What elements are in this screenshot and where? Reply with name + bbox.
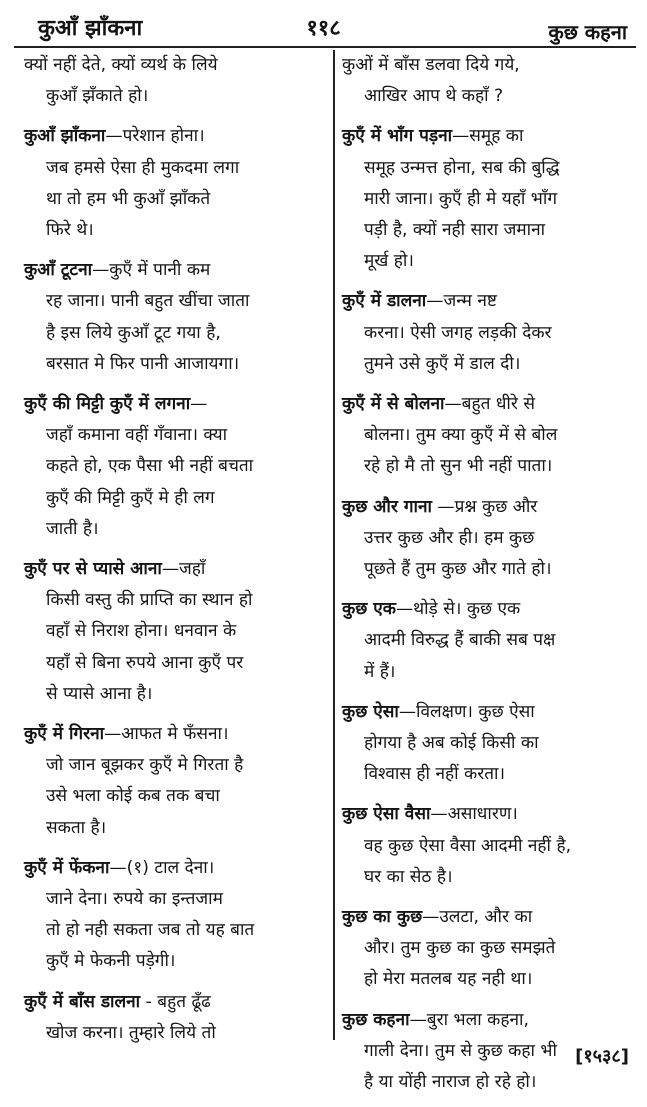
entry-line	[24, 215, 326, 246]
entry-first-line	[24, 389, 326, 420]
headword: कुआँ झाँकना	[24, 126, 106, 147]
entry-line	[24, 349, 326, 380]
entry-first-line	[24, 255, 326, 286]
entry-text: और। तुम कुछ का कुछ समझते	[364, 938, 556, 959]
entry-line	[342, 728, 638, 759]
entry-line	[24, 1018, 326, 1049]
entry-line	[24, 781, 326, 812]
dictionary-entry	[24, 50, 326, 112]
headword: कुएँ में फेंकना	[24, 857, 110, 878]
headword: कुएँ में डालना	[342, 291, 427, 312]
header-rule	[14, 46, 636, 48]
running-head-left: कुआँ झाँकना	[38, 16, 143, 41]
entry-text: —प्रश्न कुछ और	[431, 496, 538, 517]
entry-text: कहते हो, एक पैसा भी नहीं बचता	[46, 456, 254, 477]
entry-first-line	[24, 719, 326, 750]
entry-text: —असाधारण।	[430, 804, 518, 825]
entry-text: बोलना। तुम क्या कुएँ में से बोल	[364, 425, 558, 446]
entry-first-line	[342, 50, 638, 81]
entry-text: पूछते हैं तुम कुछ और गाते हो।	[364, 559, 552, 580]
entry-text: सकता है।	[46, 817, 107, 838]
entry-text: जाती है।	[46, 518, 99, 539]
entry-text: मूर्ख हो।	[364, 251, 414, 272]
running-head-right: कुछ कहना	[548, 20, 627, 44]
entry-first-line	[342, 286, 638, 317]
entry-line	[342, 184, 638, 215]
headword: कुएँ पर से प्यासे आना	[24, 559, 162, 580]
entry-text: कुओं में बाँस डलवा दिये गये,	[342, 55, 520, 75]
entry-text: —(१) टाल देना।	[109, 857, 215, 878]
entry-text: कुएँ मे फेकनी पड़ेगी।	[46, 951, 176, 972]
entry-text: —समूह का	[452, 126, 524, 147]
entry-text: उसे भला कोई कब तक बचा	[46, 786, 220, 807]
entry-first-line	[24, 50, 326, 81]
entry-line	[342, 964, 638, 995]
entry-line	[24, 813, 326, 844]
headword: कुछ का कुछ	[342, 907, 423, 928]
entry-text: मारी जाना। कुएँ ही मे यहाँ भाँग	[364, 188, 558, 209]
entry-line	[342, 554, 638, 585]
dictionary-entry	[342, 697, 638, 791]
dictionary-entry	[342, 286, 638, 380]
entry-text: कुएँ की मिट्टी कुएँ मे ही लग	[46, 487, 215, 508]
entry-text: है या योंही नाराज हो रहे हो।	[364, 1072, 537, 1093]
entry-first-line	[24, 987, 326, 1018]
page-number: ११८	[306, 16, 341, 41]
entry-line	[342, 451, 638, 482]
headword: कुछ ऐसा	[342, 701, 399, 722]
entry-first-line	[24, 853, 326, 884]
entry-text: में हैं।	[364, 661, 396, 682]
entry-line	[342, 523, 638, 554]
entry-text: वहाँ से निराश होना। धनवान के	[46, 621, 237, 642]
entry-first-line	[342, 121, 638, 152]
entry-text: - बहुत ढूँढ	[140, 991, 211, 1012]
entry-line	[342, 215, 638, 246]
entry-line	[342, 349, 638, 380]
entry-text: बरसात मे फिर पानी आजायगा।	[46, 353, 240, 374]
entry-text: उत्तर कुछ और ही। हम कुछ	[364, 527, 535, 548]
entry-text: समूह उन्मत्त होना, सब की बुद्धि	[364, 157, 560, 178]
entry-text: —बुरा भला कहना,	[409, 1009, 529, 1030]
entry-text: घर का सेठ है।	[364, 866, 453, 887]
dictionary-entry	[24, 255, 326, 380]
entry-first-line	[342, 902, 638, 933]
entry-text: —आफत मे फँसना।	[104, 724, 229, 745]
entry-line	[24, 616, 326, 647]
dictionary-entry	[24, 389, 326, 545]
entry-text: विश्वास ही नहीं करता।	[364, 764, 506, 785]
entry-text: —जहाँ	[161, 559, 206, 580]
entry-line	[342, 933, 638, 964]
entry-line	[342, 831, 638, 862]
entry-text: —उलटा, और का	[422, 907, 533, 928]
entry-text: —जन्म नष्ट	[426, 291, 497, 312]
entry-text: फिरे थे।	[46, 220, 94, 241]
entry-text: गाली देना। तुम से कुछ कहा भी	[364, 1040, 557, 1061]
entry-text: खोज करना। तुम्हारे लिये तो	[46, 1022, 216, 1043]
entry-line	[342, 657, 638, 688]
entry-text: रह जाना। पानी बहुत खींचा जाता	[46, 291, 250, 312]
entry-text: यहाँ से बिना रुपये आना कुएँ पर	[46, 652, 244, 673]
dictionary-entry	[24, 719, 326, 844]
dictionary-entry	[342, 594, 638, 688]
entry-first-line	[342, 389, 638, 420]
entry-text: —कुएँ में पानी कम	[92, 260, 211, 281]
entry-line	[24, 451, 326, 482]
entry-line	[24, 286, 326, 317]
headword: कुछ और गाना	[342, 496, 432, 517]
dictionary-entry	[24, 853, 326, 978]
entry-line	[24, 81, 326, 112]
left-column	[24, 50, 326, 1058]
entry-text: —थोड़े से। कुछ एक	[395, 599, 521, 620]
entry-text: क्यों नहीं देते, क्यों व्यर्थ के लिये	[24, 55, 218, 75]
dictionary-entry	[342, 389, 638, 483]
headword: कुएँ में बाँस डालना	[24, 991, 141, 1012]
entry-text: तुमने उसे कुएँ में डाल दी।	[364, 353, 521, 374]
headword: कुएँ में से बोलना	[342, 394, 445, 415]
page-header	[0, 8, 647, 48]
entry-text: रहे हो मै तो सुन भी नहीं पाता।	[364, 456, 553, 477]
entry-first-line	[342, 1005, 638, 1036]
entry-text: —	[190, 394, 208, 415]
entry-text: जहाँ कमाना वहीं गँवाना। क्या	[46, 425, 228, 446]
column-divider	[333, 50, 335, 1040]
dictionary-entry	[342, 492, 638, 586]
entry-text: वह कुछ ऐसा वैसा आदमी नहीं है,	[364, 835, 572, 856]
entry-text: होगया है अब कोई किसी का	[364, 733, 539, 754]
entry-line	[342, 246, 638, 277]
headword: कुआँ टूटना	[24, 260, 93, 281]
dictionary-entry	[24, 554, 326, 710]
entry-text: तो हो नही सकता जब तो यह बात	[46, 920, 255, 941]
entry-text: जाने देना। रुपये का इन्तजाम	[46, 889, 223, 910]
entry-text: जो जान बूझकर कुएँ मे गिरता है	[46, 755, 244, 776]
entry-line	[24, 483, 326, 514]
headword: कुछ एक	[342, 599, 396, 620]
entry-text: है इस लिये कुआँ टूट गया है,	[46, 322, 221, 343]
entry-first-line	[342, 697, 638, 728]
entry-text: आदमी विरुद्ध हैं बाकी सब पक्ष	[364, 630, 556, 651]
entry-line	[342, 420, 638, 451]
headword: कुछ कहना	[342, 1009, 410, 1030]
entry-first-line	[24, 554, 326, 585]
headword: कुएँ में भाँग पड़ना	[342, 126, 453, 147]
entry-text: —परेशान होना।	[105, 126, 205, 147]
entry-line	[342, 759, 638, 790]
entry-line	[24, 915, 326, 946]
dictionary-entry	[342, 50, 638, 112]
entry-first-line	[342, 492, 638, 523]
entry-line	[24, 184, 326, 215]
footer-mark: [१५३८]	[575, 1046, 629, 1067]
entry-text: से प्यासे आना है।	[46, 683, 153, 704]
entry-line	[342, 862, 638, 893]
entry-line	[24, 585, 326, 616]
entry-text: आखिर आप थे कहाँ ?	[364, 86, 504, 107]
entry-first-line	[342, 799, 638, 830]
entry-text: किसी वस्तु की प्राप्ति का स्थान हो	[46, 590, 253, 611]
dictionary-entry	[342, 902, 638, 996]
entry-text: जब हमसे ऐसा ही मुकदमा लगा	[46, 157, 240, 178]
entry-line	[24, 946, 326, 977]
headword: कुछ ऐसा वैसा	[342, 804, 431, 825]
dictionary-entry	[342, 799, 638, 893]
right-column	[342, 50, 638, 1107]
headword: कुएँ की मिट्टी कुएँ में लगना	[24, 394, 191, 415]
entry-line	[24, 318, 326, 349]
entry-line	[342, 153, 638, 184]
entry-first-line	[342, 594, 638, 625]
entry-text: कुआँ झँकाते हो।	[46, 86, 149, 107]
entry-line	[24, 153, 326, 184]
entry-line	[342, 625, 638, 656]
entry-line	[24, 648, 326, 679]
dictionary-entry	[342, 121, 638, 277]
entry-text: पड़ी है, क्यों नही सारा जमाना	[364, 220, 546, 241]
entry-text: —विलक्षण। कुछ ऐसा	[398, 701, 535, 722]
dictionary-entry	[24, 121, 326, 246]
entry-line	[24, 750, 326, 781]
entry-line	[24, 420, 326, 451]
entry-text: हो मेरा मतलब यह नही था।	[364, 969, 533, 990]
entry-text: —बहुत धीरे से	[444, 394, 535, 415]
entry-line	[342, 81, 638, 112]
dictionary-entry	[24, 987, 326, 1049]
headword: कुएँ में गिरना	[24, 724, 105, 745]
entry-first-line	[24, 121, 326, 152]
entry-line	[24, 679, 326, 710]
entry-text: करना। ऐसी जगह लड़की देकर	[364, 322, 552, 343]
entry-line	[342, 1067, 638, 1098]
entry-text: था तो हम भी कुआँ झाँकते	[46, 188, 211, 209]
entry-line	[24, 514, 326, 545]
entry-line	[342, 318, 638, 349]
entry-line	[24, 884, 326, 915]
